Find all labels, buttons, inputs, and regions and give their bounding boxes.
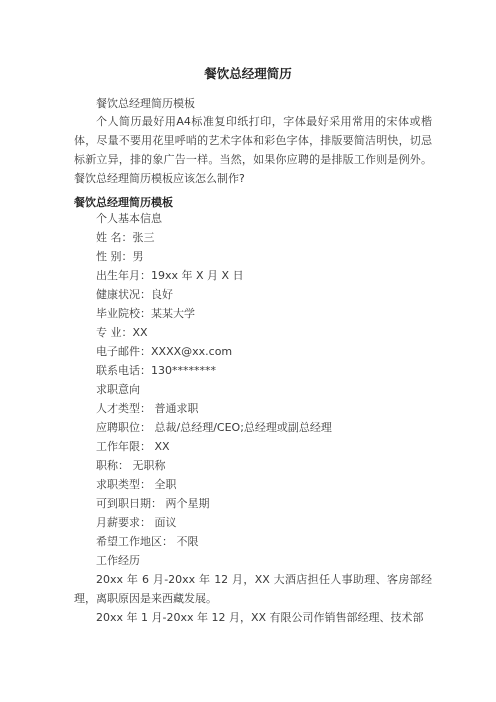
work-entry-2: 20xx 年 1 月-20xx 年 12 月，XX 有限公司作销售部经理、技术部 [96, 611, 424, 624]
phone-line: 联系电话：130******** [96, 364, 216, 377]
email-line: 电子邮件：XXXX@xx.com [96, 345, 233, 358]
intro-paragraph: 个人简历最好用A4标准复印纸打印，字体最好采用常用的宋体或楷体，尽量不要用花里呼哨的艺术字体和彩色字体，排版要简洁明快，切忌标新立异，排的象广告一样。当然，如果你应聘的是排版工作则是例外。餐饮总经理简历模板应该怎么制作? [74, 115, 432, 185]
salary-line: 月薪要求： 面议 [96, 516, 177, 529]
years-line: 工作年限： XX [96, 440, 170, 453]
job-type-line: 求职类型： 全职 [96, 478, 177, 491]
talent-type-line: 人才类型： 普通求职 [96, 402, 199, 415]
gender-line: 性 别：男 [96, 250, 144, 263]
subtitle: 餐饮总经理简历模板 [96, 97, 195, 110]
section-heading: 餐饮总经理简历模板 [74, 196, 173, 209]
major-line: 专 业：XX [96, 326, 148, 339]
health-line: 健康状况：良好 [96, 288, 173, 301]
school-line: 毕业院校：某某大学 [96, 307, 195, 320]
document-title: 餐饮总经理简历 [204, 66, 292, 81]
birth-line: 出生年月：19xx 年 X 月 X 日 [96, 269, 244, 282]
region-line: 希望工作地区： 不限 [96, 535, 199, 548]
title-line: 职称： 无职称 [96, 459, 166, 472]
personal-info-heading: 个人基本信息 [96, 212, 162, 225]
position-line: 应聘职位： 总裁/总经理/CEO;总经理或副总经理 [96, 421, 332, 434]
work-history-heading: 工作经历 [96, 554, 140, 567]
job-intent-heading: 求职意向 [96, 383, 140, 396]
name-line: 姓 名：张三 [96, 231, 155, 244]
available-line: 可到职日期： 两个星期 [96, 497, 210, 510]
work-entry-1: 20xx 年 6 月-20xx 年 12 月，XX 大酒店担任人事助理、客房部经理，离职原因是来西藏发展。 [74, 573, 432, 605]
